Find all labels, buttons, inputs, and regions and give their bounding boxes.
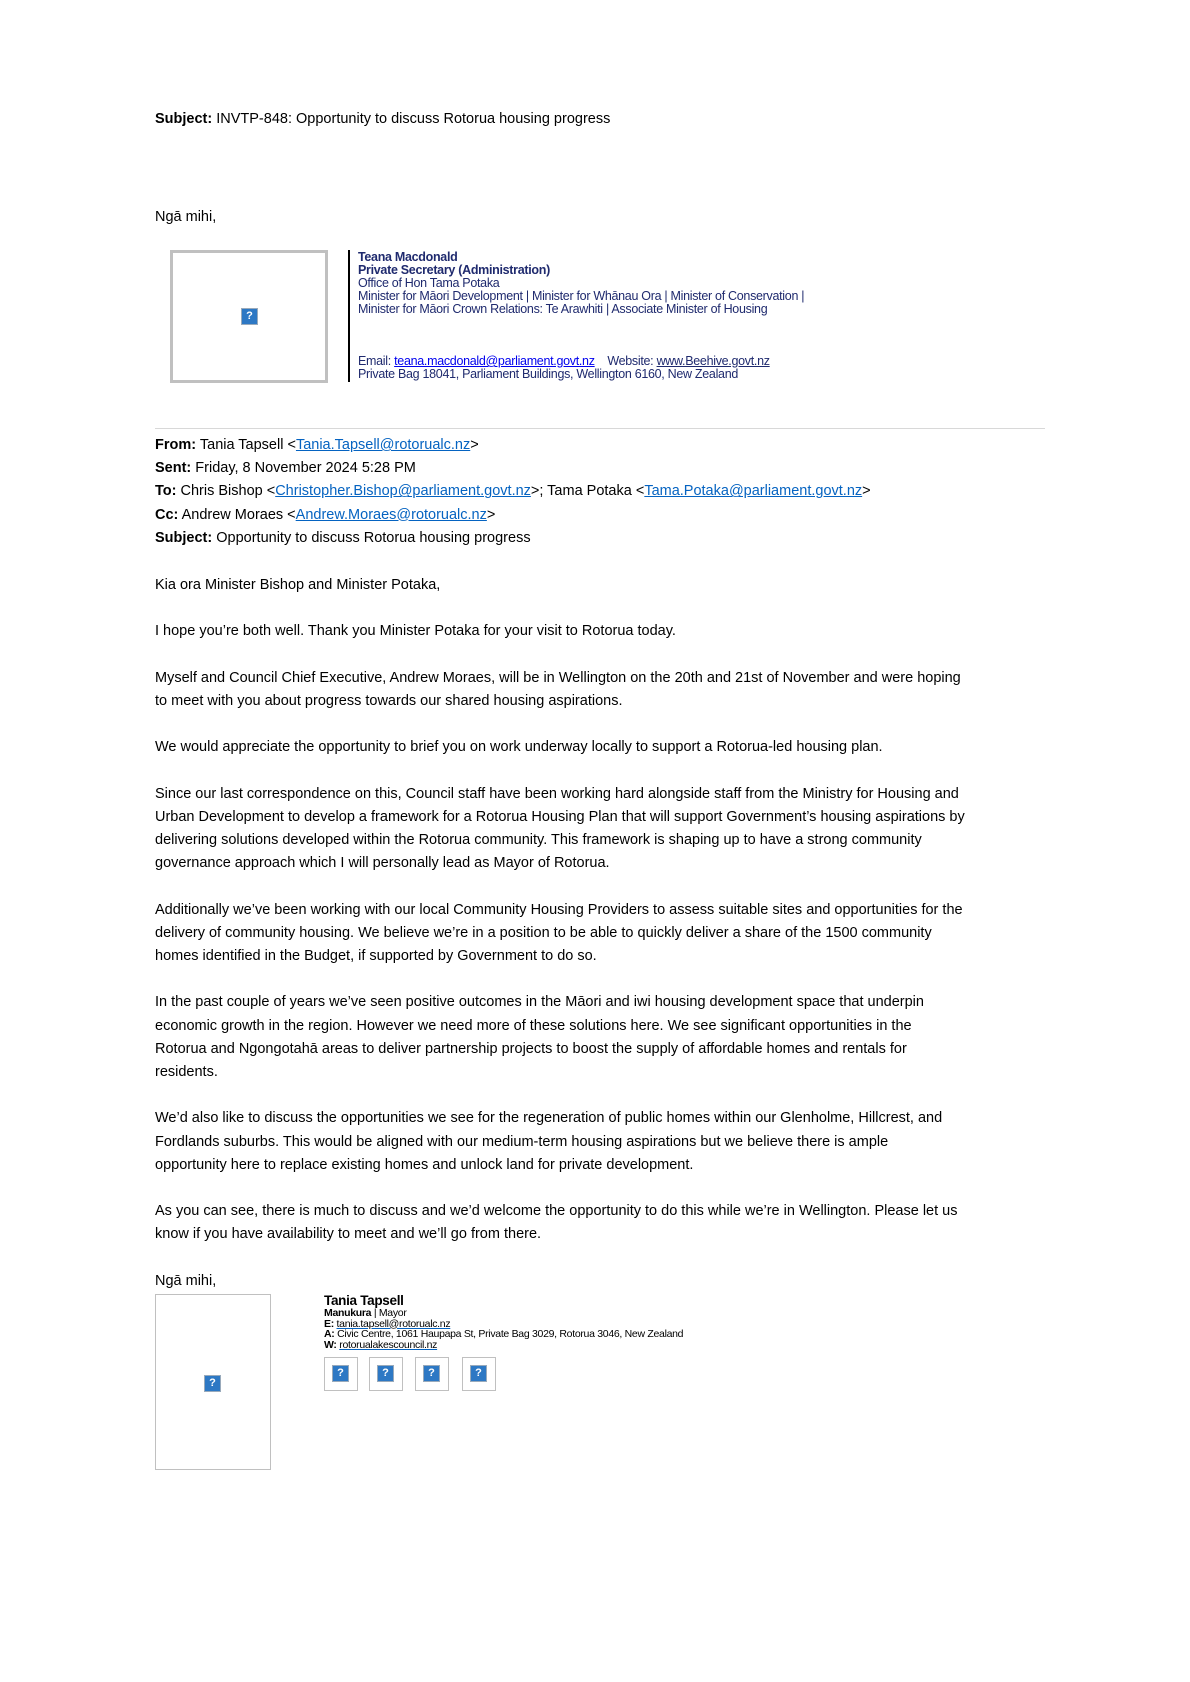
paragraph-gap bbox=[155, 713, 965, 736]
body-line: governance approach which I will personally lead as Mayor of Rotorua. bbox=[155, 855, 610, 872]
signature-mayor bbox=[324, 1294, 683, 1350]
sig-name: Teana Macdonald bbox=[358, 250, 458, 264]
paragraph-gap bbox=[155, 1246, 965, 1269]
body-line: Since our last correspondence on this, Council staff have been working hard alongside staff from the Ministry for Housing and bbox=[155, 785, 959, 802]
to-line bbox=[155, 480, 871, 503]
from-email-link[interactable]: Tania.Tapsell@rotorualc.nz bbox=[295, 437, 471, 453]
to-name-2: >; Tama Potaka < bbox=[530, 483, 645, 500]
email-label: Email: bbox=[358, 354, 391, 368]
paragraph-gap bbox=[155, 644, 965, 667]
signature-divider bbox=[348, 250, 350, 382]
body-line: I hope you’re both well. Thank you Minister Potaka for your visit to Rotorua today. bbox=[155, 623, 676, 640]
sig2-role: | Mayor bbox=[371, 1307, 407, 1319]
top-subject bbox=[155, 108, 610, 131]
paragraph-gap bbox=[155, 597, 965, 620]
broken-image-icon: ? bbox=[377, 1365, 394, 1382]
body-line: We would appreciate the opportunity to brief you on work underway locally to support a Rotorua-led housing plan. bbox=[155, 739, 883, 756]
broken-image-icon: ? bbox=[204, 1375, 221, 1392]
cc-name: Andrew Moraes < bbox=[181, 506, 296, 523]
greeting-top: Ngā mihi, bbox=[155, 209, 217, 225]
to-email-link-2[interactable]: Tama.Potaka@parliament.govt.nz bbox=[644, 483, 863, 500]
body-line: Additionally we’ve been working with our local Community Housing Providers to assess suitable sites and opportunities for the bbox=[155, 901, 963, 918]
body-line: Urban Development to develop a framework for a Rotorua Housing Plan that will support Government’s housing aspirations by bbox=[155, 808, 965, 825]
broken-image-icon: ? bbox=[423, 1365, 440, 1382]
w-label: W: bbox=[324, 1338, 337, 1351]
social-icon-4[interactable] bbox=[462, 1357, 496, 1391]
body-line: to meet with you about progress towards our shared housing aspirations. bbox=[155, 692, 623, 709]
body-line: know if you have availability to meet and we’ll go from there. bbox=[155, 1226, 542, 1243]
signature-image-placeholder bbox=[170, 250, 328, 383]
sig2-website-link[interactable]: rotorualakescouncil.nz bbox=[339, 1338, 438, 1351]
from-name: Tania Tapsell < bbox=[199, 437, 296, 453]
sig-website-link[interactable]: www.Beehive.govt.nz bbox=[656, 354, 770, 368]
from-label: From: bbox=[155, 437, 197, 453]
paragraph-gap bbox=[155, 1177, 965, 1200]
subject-label: Subject: bbox=[155, 529, 213, 546]
to-label: To: bbox=[155, 483, 177, 500]
email-body bbox=[155, 574, 965, 1293]
bracket: > bbox=[470, 437, 479, 453]
council-logo-placeholder bbox=[155, 1294, 271, 1470]
body-line: Myself and Council Chief Executive, Andrew Moraes, will be in Wellington on the 20th and 21st of November and were hoping bbox=[155, 669, 961, 686]
broken-image-icon: ? bbox=[332, 1365, 349, 1382]
sig-address: Private Bag 18041, Parliament Buildings, Wellington 6160, New Zealand bbox=[358, 367, 739, 381]
sig-roles-2: Minister for Māori Crown Relations: Te Arawhiti | Associate Minister of Housing bbox=[358, 302, 768, 316]
sig2-role-bold: Manukura bbox=[324, 1307, 372, 1319]
body-line: Kia ora Minister Bishop and Minister Potaka, bbox=[155, 577, 441, 593]
broken-image-icon: ? bbox=[241, 308, 258, 325]
sig2-email-link[interactable]: tania.tapsell@rotorualc.nz bbox=[336, 1317, 451, 1330]
sig-office: Office of Hon Tama Potaka bbox=[358, 276, 500, 290]
body-line: delivery of community housing. We believe we’re in a position to be able to quickly deliver a share of the 1500 community bbox=[155, 924, 932, 941]
subject-label: Subject: bbox=[155, 111, 213, 127]
e-label: E: bbox=[324, 1317, 334, 1330]
to-email-link-1[interactable]: Christopher.Bishop@parliament.govt.nz bbox=[275, 483, 531, 500]
social-icon-3[interactable] bbox=[415, 1357, 449, 1391]
website-label: Website: bbox=[607, 354, 654, 368]
body-line: Rotorua and Ngongotahā areas to deliver partnership projects to boost the supply of affordable homes and rentals for bbox=[155, 1040, 907, 1057]
body-line: In the past couple of years we’ve seen positive outcomes in the Māori and iwi housing development space that underpin bbox=[155, 994, 924, 1011]
cc-email-link[interactable]: Andrew.Moraes@rotorualc.nz bbox=[295, 506, 487, 523]
sig-title: Private Secretary (Administration) bbox=[358, 263, 550, 277]
cc-label: Cc: bbox=[155, 506, 179, 523]
sig2-address: Civic Centre, 1061 Haupapa St, Private Bag 3029, Rotorua 3046, New Zealand bbox=[337, 1328, 684, 1340]
subject-value: INVTP-848: Opportunity to discuss Rotorua housing progress bbox=[216, 111, 611, 127]
body-line: residents. bbox=[155, 1063, 218, 1080]
paragraph-gap bbox=[155, 875, 965, 898]
subject-value: Opportunity to discuss Rotorua housing progress bbox=[216, 529, 531, 546]
a-label: A: bbox=[324, 1328, 335, 1340]
body-line: As you can see, there is much to discuss and we’d welcome the opportunity to do this while we’re in Wellington. Please let us bbox=[155, 1203, 958, 1220]
paragraph-gap bbox=[155, 760, 965, 783]
sig-roles-1: Minister for Māori Development | Minister for Whānau Ora | Minister of Conservation | bbox=[358, 289, 805, 303]
social-icon-1[interactable] bbox=[324, 1357, 358, 1391]
paragraph-gap bbox=[155, 968, 965, 991]
paragraph-gap bbox=[155, 1084, 965, 1107]
subject-line bbox=[155, 527, 871, 550]
social-icon-2[interactable] bbox=[369, 1357, 403, 1391]
from-line bbox=[155, 434, 871, 457]
body-line: homes identified in the Budget, if supported by Government to do so. bbox=[155, 948, 597, 964]
sent-label: Sent: bbox=[155, 460, 192, 477]
body-line: economic growth in the region. However we need more of these solutions here. We see significant opportunities in the bbox=[155, 1017, 912, 1034]
email-header bbox=[155, 434, 871, 550]
sent-value: Friday, 8 November 2024 5:28 PM bbox=[195, 460, 416, 477]
bracket: > bbox=[862, 483, 871, 500]
to-name: Chris Bishop < bbox=[180, 483, 276, 500]
body-line: opportunity here to replace existing homes and unlock land for private development. bbox=[155, 1156, 694, 1173]
sent-line bbox=[155, 457, 871, 480]
body-line: Fordlands suburbs. This would be aligned with our medium-term housing aspirations but we believe there is ample bbox=[155, 1133, 889, 1150]
sig-email-link[interactable]: teana.macdonald@parliament.govt.nz bbox=[394, 354, 595, 368]
bracket: > bbox=[486, 506, 496, 523]
sig2-name: Tania Tapsell bbox=[324, 1293, 404, 1308]
signature-staff bbox=[358, 251, 804, 381]
body-line: Ngā mihi, bbox=[155, 1272, 217, 1289]
cc-line bbox=[155, 504, 871, 527]
broken-image-icon: ? bbox=[470, 1365, 487, 1382]
header-divider bbox=[155, 428, 1045, 429]
body-line: We’d also like to discuss the opportunities we see for the regeneration of public homes within our Glenholme, Hillcrest, and bbox=[155, 1110, 943, 1127]
body-line: delivering solutions developed within the Rotorua community. This framework is shaping up to have a strong community bbox=[155, 832, 922, 849]
